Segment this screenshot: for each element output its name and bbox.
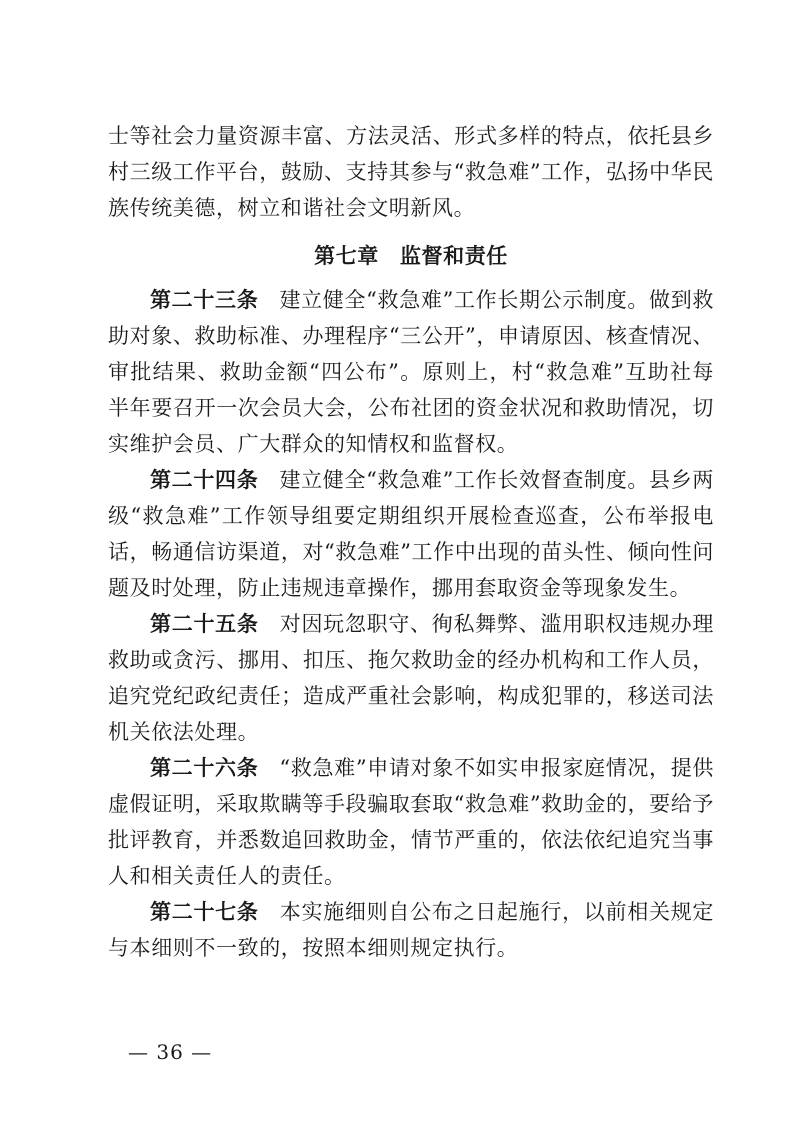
chapter-heading [108, 238, 714, 274]
article-number: 第二十三条 [150, 288, 259, 312]
page-number: — 36 — [128, 1040, 213, 1064]
article-number: 第二十六条 [150, 756, 259, 780]
intro-paragraph: 士等社会力量资源丰富、方法灵活、形式多样的特点，依托县乡村三级工作平台，鼓励、支持其参与“救急难”工作，弘扬中华民族传统美德，树立和谐社会文明新风。 [108, 124, 714, 220]
article-number: 第二十七条 [150, 900, 259, 924]
article-23 [108, 282, 714, 462]
chapter-title: 监督和责任 [399, 244, 508, 268]
article-text: 建立健全“救急难”工作长效督查制度。县乡两级“救急难”工作领导组要定期组织开展检查巡查，公布举报电话，畅通信访渠道，对“救急难”工作中出现的苗头性、倾向性问题及时处理，防止违规违章操作，挪用套取资金等现象发生。 [108, 468, 714, 600]
article-text: “救急难”申请对象不如实申报家庭情况，提供虚假证明，采取欺瞒等手段骗取套取“救急难”救助金的，要给予批评教育，并悉数追回救助金，情节严重的，依法依纪追究当事人和相关责任人的责任。 [108, 756, 714, 888]
article-25 [108, 606, 714, 750]
article-24 [108, 462, 714, 606]
article-text: 对因玩忽职守、徇私舞弊、滥用职权违规办理救助或贪污、挪用、扣压、拖欠救助金的经办机构和工作人员，追究党纪政纪责任；造成严重社会影响，构成犯罪的，移送司法机关依法处理。 [108, 612, 715, 744]
document-page [108, 118, 714, 966]
article-27 [108, 894, 714, 966]
article-text: 建立健全“救急难”工作长期公示制度。做到救助对象、救助标准、办理程序“三公开”，申请原因、核查情况、审批结果、救助金额“四公布”。原则上，村“救急难”互助社每半年要召开一次会员大会，公布社团的资金状况和救助情况，切实维护会员、广大群众的知情权和监督权。 [108, 288, 714, 456]
article-26 [108, 750, 714, 894]
chapter-number: 第七章 [314, 244, 379, 268]
article-text: 本实施细则自公布之日起施行，以前相关规定与本细则不一致的，按照本细则规定执行。 [108, 900, 715, 960]
article-number: 第二十五条 [150, 612, 259, 636]
article-number: 第二十四条 [150, 468, 259, 492]
